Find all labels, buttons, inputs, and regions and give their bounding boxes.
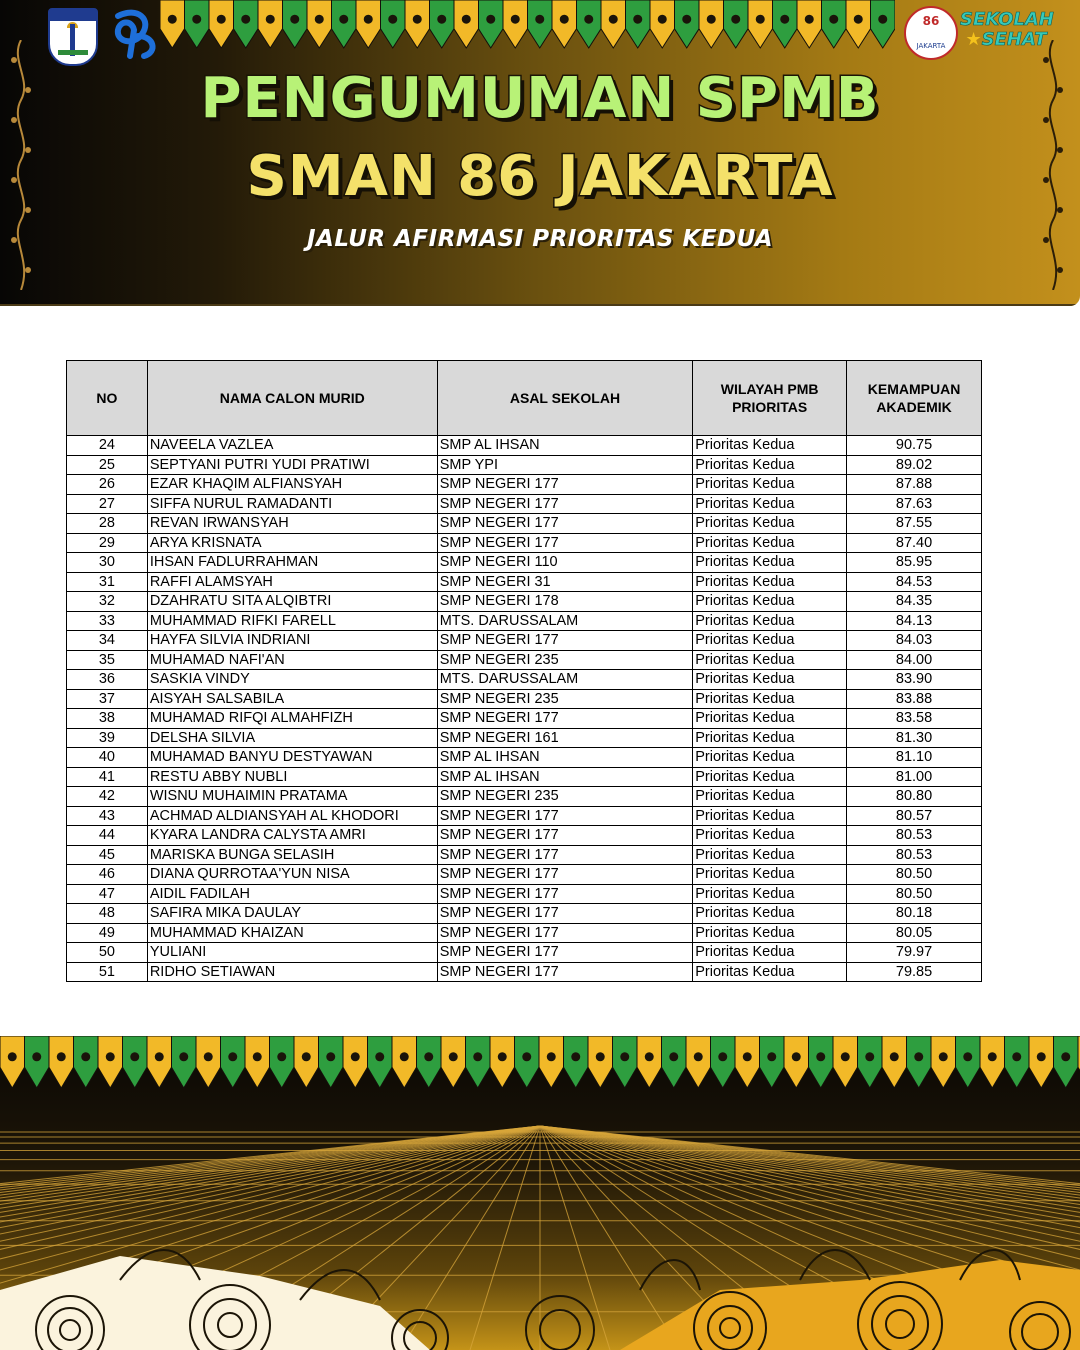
cell-score: 90.75 bbox=[847, 436, 982, 456]
table-row bbox=[67, 650, 982, 670]
cell-region: Prioritas Kedua bbox=[693, 943, 847, 963]
cell-score: 83.88 bbox=[847, 689, 982, 709]
cell-name: MUHAMAD NAFI'AN bbox=[147, 650, 437, 670]
header-border bbox=[0, 304, 1078, 306]
cell-school: SMP NEGERI 177 bbox=[437, 943, 693, 963]
table-row bbox=[67, 923, 982, 943]
table-row bbox=[67, 748, 982, 768]
table-row bbox=[67, 962, 982, 982]
cell-school: MTS. DARUSSALAM bbox=[437, 611, 693, 631]
cell-region: Prioritas Kedua bbox=[693, 631, 847, 651]
cell-region: Prioritas Kedua bbox=[693, 962, 847, 982]
title-line2: SMAN 86 JAKARTA bbox=[246, 144, 834, 209]
header-region-line2: PRIORITAS bbox=[732, 399, 808, 415]
cell-school: SMP NEGERI 31 bbox=[437, 572, 693, 592]
cell-no: 27 bbox=[67, 494, 148, 514]
cell-school: SMP NEGERI 177 bbox=[437, 904, 693, 924]
cell-region: Prioritas Kedua bbox=[693, 689, 847, 709]
cell-no: 35 bbox=[67, 650, 148, 670]
cell-no: 24 bbox=[67, 436, 148, 456]
cell-no: 43 bbox=[67, 806, 148, 826]
cell-score: 80.57 bbox=[847, 806, 982, 826]
cell-region: Prioritas Kedua bbox=[693, 572, 847, 592]
cell-region: Prioritas Kedua bbox=[693, 709, 847, 729]
cell-region: Prioritas Kedua bbox=[693, 533, 847, 553]
cell-region: Prioritas Kedua bbox=[693, 728, 847, 748]
cell-name: YULIANI bbox=[147, 943, 437, 963]
table-row bbox=[67, 572, 982, 592]
sekolah-sehat-logo bbox=[960, 10, 1052, 56]
cell-no: 31 bbox=[67, 572, 148, 592]
results-table bbox=[66, 360, 982, 982]
cell-school: SMP YPI bbox=[437, 455, 693, 475]
cell-no: 49 bbox=[67, 923, 148, 943]
cell-school: SMP NEGERI 177 bbox=[437, 923, 693, 943]
cell-school: SMP AL IHSAN bbox=[437, 767, 693, 787]
cell-score: 87.40 bbox=[847, 533, 982, 553]
cell-name: RAFFI ALAMSYAH bbox=[147, 572, 437, 592]
header-score bbox=[847, 361, 982, 436]
cell-name: DIANA QURROTAA'YUN NISA bbox=[147, 865, 437, 885]
cell-region: Prioritas Kedua bbox=[693, 826, 847, 846]
cell-score: 85.95 bbox=[847, 553, 982, 573]
cell-region: Prioritas Kedua bbox=[693, 884, 847, 904]
cell-score: 87.88 bbox=[847, 475, 982, 495]
dp-logo-icon bbox=[108, 6, 162, 66]
cell-school: SMP NEGERI 177 bbox=[437, 533, 693, 553]
title-line1: PENGUMUMAN SPMB bbox=[200, 66, 880, 131]
cell-school: SMP NEGERI 177 bbox=[437, 709, 693, 729]
header-name: NAMA CALON MURID bbox=[147, 361, 437, 436]
cell-score: 84.35 bbox=[847, 592, 982, 612]
cell-score: 81.30 bbox=[847, 728, 982, 748]
cell-school: SMP NEGERI 177 bbox=[437, 865, 693, 885]
cell-name: EZAR KHAQIM ALFIANSYAH bbox=[147, 475, 437, 495]
cell-score: 83.58 bbox=[847, 709, 982, 729]
cell-name: AIDIL FADILAH bbox=[147, 884, 437, 904]
cell-no: 28 bbox=[67, 514, 148, 534]
header-region bbox=[693, 361, 847, 436]
cell-school: SMP NEGERI 177 bbox=[437, 806, 693, 826]
cell-name: DZAHRATU SITA ALQIBTRI bbox=[147, 592, 437, 612]
table-row bbox=[67, 689, 982, 709]
cell-score: 80.05 bbox=[847, 923, 982, 943]
table-row bbox=[67, 514, 982, 534]
cell-name: NAVEELA VAZLEA bbox=[147, 436, 437, 456]
cell-region: Prioritas Kedua bbox=[693, 767, 847, 787]
batik-mandala-icon bbox=[0, 1220, 1080, 1350]
bunting-top-icon bbox=[160, 0, 895, 52]
cell-school: SMP NEGERI 161 bbox=[437, 728, 693, 748]
table-row bbox=[67, 709, 982, 729]
cell-name: RESTU ABBY NUBLI bbox=[147, 767, 437, 787]
cell-name: KYARA LANDRA CALYSTA AMRI bbox=[147, 826, 437, 846]
cell-school: SMP NEGERI 177 bbox=[437, 845, 693, 865]
table-row bbox=[67, 553, 982, 573]
cell-school: SMP AL IHSAN bbox=[437, 748, 693, 768]
cell-region: Prioritas Kedua bbox=[693, 455, 847, 475]
cell-region: Prioritas Kedua bbox=[693, 904, 847, 924]
cell-score: 80.53 bbox=[847, 845, 982, 865]
cell-score: 81.00 bbox=[847, 767, 982, 787]
table-row bbox=[67, 592, 982, 612]
table-row bbox=[67, 455, 982, 475]
cell-score: 87.55 bbox=[847, 514, 982, 534]
cell-region: Prioritas Kedua bbox=[693, 748, 847, 768]
cell-region: Prioritas Kedua bbox=[693, 475, 847, 495]
cell-no: 39 bbox=[67, 728, 148, 748]
cell-no: 51 bbox=[67, 962, 148, 982]
cell-score: 80.18 bbox=[847, 904, 982, 924]
school-logo-number: 86 bbox=[922, 14, 940, 28]
table-row bbox=[67, 611, 982, 631]
cell-region: Prioritas Kedua bbox=[693, 806, 847, 826]
header-banner bbox=[0, 0, 1080, 306]
cell-school: SMP NEGERI 177 bbox=[437, 494, 693, 514]
cell-score: 80.50 bbox=[847, 865, 982, 885]
cell-name: MUHAMAD RIFQI ALMAHFIZH bbox=[147, 709, 437, 729]
cell-no: 38 bbox=[67, 709, 148, 729]
cell-no: 33 bbox=[67, 611, 148, 631]
cell-no: 32 bbox=[67, 592, 148, 612]
cell-school: SMP NEGERI 177 bbox=[437, 884, 693, 904]
cell-name: SAFIRA MIKA DAULAY bbox=[147, 904, 437, 924]
table-header-row bbox=[67, 361, 982, 436]
table-body bbox=[67, 436, 982, 982]
cell-school: SMP NEGERI 178 bbox=[437, 592, 693, 612]
table-row bbox=[67, 787, 982, 807]
cell-name: MUHAMAD BANYU DESTYAWAN bbox=[147, 748, 437, 768]
cell-no: 29 bbox=[67, 533, 148, 553]
table-row bbox=[67, 884, 982, 904]
cell-region: Prioritas Kedua bbox=[693, 611, 847, 631]
cell-score: 83.90 bbox=[847, 670, 982, 690]
cell-region: Prioritas Kedua bbox=[693, 923, 847, 943]
header-region-line1: WILAYAH PMB bbox=[720, 381, 819, 397]
cell-region: Prioritas Kedua bbox=[693, 436, 847, 456]
table-row bbox=[67, 533, 982, 553]
star-icon: ★ bbox=[965, 29, 982, 50]
cell-school: SMP NEGERI 177 bbox=[437, 514, 693, 534]
table-row bbox=[67, 943, 982, 963]
table-row bbox=[67, 436, 982, 456]
cell-no: 30 bbox=[67, 553, 148, 573]
subtitle: JALUR AFIRMASI PRIORITAS KEDUA bbox=[306, 226, 774, 252]
header-no: NO bbox=[67, 361, 148, 436]
cell-school: SMP NEGERI 177 bbox=[437, 631, 693, 651]
cell-school: SMP NEGERI 177 bbox=[437, 475, 693, 495]
cell-score: 84.03 bbox=[847, 631, 982, 651]
table-row bbox=[67, 767, 982, 787]
cell-no: 47 bbox=[67, 884, 148, 904]
cell-score: 84.13 bbox=[847, 611, 982, 631]
cell-no: 36 bbox=[67, 670, 148, 690]
cell-no: 46 bbox=[67, 865, 148, 885]
cell-name: MARISKA BUNGA SELASIH bbox=[147, 845, 437, 865]
cell-region: Prioritas Kedua bbox=[693, 553, 847, 573]
cell-school: SMP NEGERI 177 bbox=[437, 962, 693, 982]
cell-name: AISYAH SALSABILA bbox=[147, 689, 437, 709]
table-row bbox=[67, 904, 982, 924]
cell-score: 89.02 bbox=[847, 455, 982, 475]
cell-name: ACHMAD ALDIANSYAH AL KHODORI bbox=[147, 806, 437, 826]
cell-score: 80.53 bbox=[847, 826, 982, 846]
cell-no: 40 bbox=[67, 748, 148, 768]
cell-score: 80.50 bbox=[847, 884, 982, 904]
cell-school: SMP NEGERI 110 bbox=[437, 553, 693, 573]
cell-no: 48 bbox=[67, 904, 148, 924]
cell-no: 45 bbox=[67, 845, 148, 865]
cell-name: IHSAN FADLURRAHMAN bbox=[147, 553, 437, 573]
cell-name: SEPTYANI PUTRI YUDI PRATIWI bbox=[147, 455, 437, 475]
cell-region: Prioritas Kedua bbox=[693, 670, 847, 690]
cell-school: SMP NEGERI 235 bbox=[437, 689, 693, 709]
cell-no: 25 bbox=[67, 455, 148, 475]
table-row bbox=[67, 865, 982, 885]
cell-name: WISNU MUHAIMIN PRATAMA bbox=[147, 787, 437, 807]
cell-region: Prioritas Kedua bbox=[693, 787, 847, 807]
cell-score: 84.53 bbox=[847, 572, 982, 592]
cell-name: HAYFA SILVIA INDRIANI bbox=[147, 631, 437, 651]
cell-score: 81.10 bbox=[847, 748, 982, 768]
header-score-line1: KEMAMPUAN bbox=[867, 381, 961, 397]
cell-school: SMP NEGERI 235 bbox=[437, 650, 693, 670]
table-row bbox=[67, 826, 982, 846]
cell-no: 37 bbox=[67, 689, 148, 709]
cell-no: 41 bbox=[67, 767, 148, 787]
cell-school: SMP NEGERI 235 bbox=[437, 787, 693, 807]
sehat-line1: SEKOLAH bbox=[960, 9, 1054, 30]
cell-name: ARYA KRISNATA bbox=[147, 533, 437, 553]
footer-banner bbox=[0, 1036, 1080, 1350]
cell-region: Prioritas Kedua bbox=[693, 514, 847, 534]
header-school: ASAL SEKOLAH bbox=[437, 361, 693, 436]
table-row bbox=[67, 728, 982, 748]
cell-name: DELSHA SILVIA bbox=[147, 728, 437, 748]
cell-region: Prioritas Kedua bbox=[693, 592, 847, 612]
cell-score: 87.63 bbox=[847, 494, 982, 514]
cell-region: Prioritas Kedua bbox=[693, 865, 847, 885]
table-row bbox=[67, 475, 982, 495]
cell-score: 79.85 bbox=[847, 962, 982, 982]
cell-no: 50 bbox=[67, 943, 148, 963]
cell-score: 84.00 bbox=[847, 650, 982, 670]
cell-name: REVAN IRWANSYAH bbox=[147, 514, 437, 534]
cell-no: 44 bbox=[67, 826, 148, 846]
cell-name: MUHAMMAD RIFKI FARELL bbox=[147, 611, 437, 631]
cell-region: Prioritas Kedua bbox=[693, 845, 847, 865]
cell-no: 34 bbox=[67, 631, 148, 651]
school-logo-text: JAKARTA bbox=[916, 42, 946, 50]
cell-school: SMP AL IHSAN bbox=[437, 436, 693, 456]
bunting-bottom-icon bbox=[0, 1036, 1080, 1092]
cell-score: 80.80 bbox=[847, 787, 982, 807]
table-row bbox=[67, 631, 982, 651]
cell-score: 79.97 bbox=[847, 943, 982, 963]
cell-name: SASKIA VINDY bbox=[147, 670, 437, 690]
cell-name: RIDHO SETIAWAN bbox=[147, 962, 437, 982]
table-row bbox=[67, 845, 982, 865]
school-logo-icon bbox=[904, 6, 958, 60]
sehat-line2: SEHAT bbox=[981, 29, 1047, 50]
cell-name: MUHAMMAD KHAIZAN bbox=[147, 923, 437, 943]
cell-region: Prioritas Kedua bbox=[693, 494, 847, 514]
table-row bbox=[67, 806, 982, 826]
jakarta-crest-icon bbox=[48, 8, 98, 66]
table-row bbox=[67, 494, 982, 514]
cell-no: 26 bbox=[67, 475, 148, 495]
header-score-line2: AKADEMIK bbox=[876, 399, 952, 415]
cell-no: 42 bbox=[67, 787, 148, 807]
cell-school: SMP NEGERI 177 bbox=[437, 826, 693, 846]
cell-region: Prioritas Kedua bbox=[693, 650, 847, 670]
cell-school: MTS. DARUSSALAM bbox=[437, 670, 693, 690]
cell-name: SIFFA NURUL RAMADANTI bbox=[147, 494, 437, 514]
table-row bbox=[67, 670, 982, 690]
